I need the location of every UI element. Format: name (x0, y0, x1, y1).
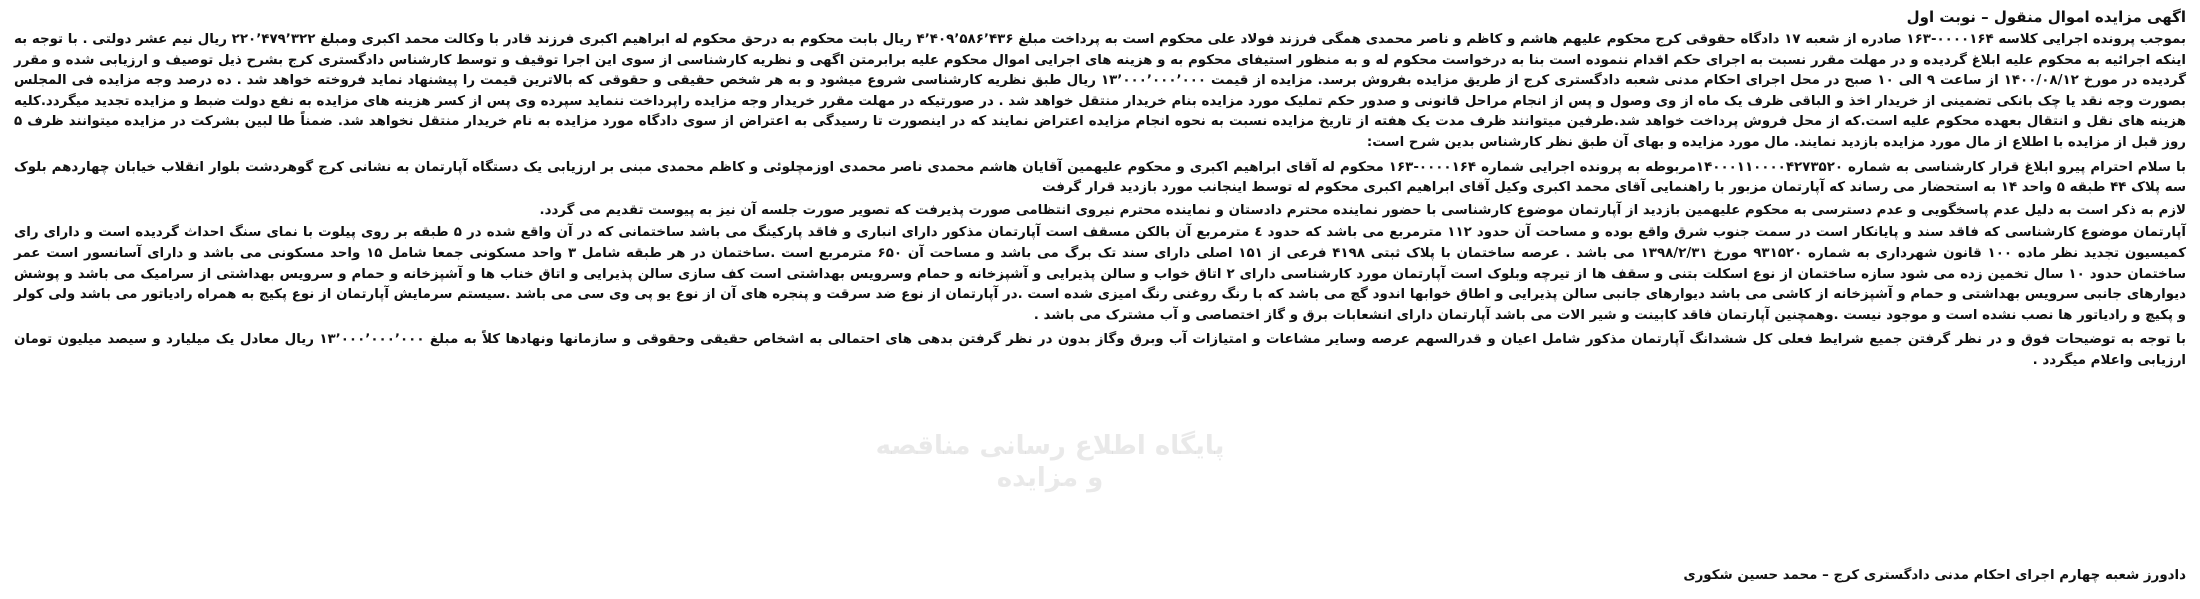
notice-paragraph-visit-note: لازم به ذکر است به دلیل عدم پاسخگویی و عدم دسترسی به محکوم علیهمین بازدید از آپارتمان موضوع کارشناسی با حضور نماینده محترم دادستان و نماینده محترم نیروی انتظامی صورت پذیرفت که تصویر صورت جلسه آن نیز به پیوست تقدیم می گردد. (539, 202, 2186, 218)
notice-paragraph-expert-assignment: با سلام احترام پیرو ابلاغ قرار کارشناسی به شماره ۱۴۰۰۰۱۱۰۰۰۰۴۲۷۳۵۲۰مربوطه به پرونده اجرایی شماره ۰۰۰۰۱۶۴-۱۶۳ محکوم له آقای ابراهیم اکبری و محکوم علیهمین آقایان هاشم محمدی ناصر محمدی اوزمچلوئی و کاظم محمدی مبنی بر ارزیابی یک دستگاه آپارتمان به نشانی کرج گوهردشت بلوار انقلاب خیابان چهاردهم بلوک سه پلاک ۴۴ طبقه ۵ واحد ۱۴ به استحضار می رساند که آپارتمان مزبور با راهنمایی آقای محمد اکبری وکیل آقای ابراهیم اکبری محکوم له توسط اینجانب مورد بازدید قرار گرفت (14, 159, 2187, 196)
notice-paragraph-valuation: با توجه به توضیحات فوق و در نظر گرفتن جمیع شرایط فعلی کل ششدانگ آپارتمان مذکور شامل اعیان و قدرالسهم عرصه وسایر مشاعات و امتیازات آب وبرق وگاز بدون در نظر گرفتن بدهی های احتمالی به اشخاص حقیقی وحقوقی و سازمانها ونهادها کلاً به مبلغ ۱۳٬۰۰۰٬۰۰۰٬۰۰۰ ریال معادل یک میلیارد و سیصد میلیون تومان ارزیابی واعلام میگردد . (14, 332, 2186, 368)
notice-paragraph-intro: بموجب پرونده اجرایی کلاسه ۰۰۰۰۱۶۴-۱۶۳ صادره از شعبه ۱۷ دادگاه حقوقی کرج محکوم علیهم هاشم و کاظم و ناصر محمدی همگی فرزند فولاد علی محکوم است به پرداخت مبلغ ۴٬۴۰۹٬۵۸۶٬۴۳۶ ریال بابت محکوم به درحق محکوم له ابراهیم اکبری فرزند قادر با وکالت محمد اکبری ومبلغ ۲۲۰٬۴۷۹٬۳۲۲ ریال نیم عشر دولتی . با توجه به اینکه اجرائیه به محکوم علیه ابلاغ گردیده و در مهلت مقرر نسبت به اجرای حکم اقدام ننموده است بنا به درخواست محکوم له و به منظور استیفای محکوم به و هزینه های اجرایی اموال محکوم علیه برابرمتن اگهی و نظریه کارشناسی از سوی این اجرا توقیف و توسط کارشناس دادگستری کرج بشرح ذیل توصیف و ارزیابی شده و مقرر گردیده در مورخ ۱۴۰۰/۰۸/۱۲ از ساعت ۹ الی ۱۰ صبح در محل اجرای احکام مدنی شعبه دادگستری کرج از طریق مزایده بفروش برسد. مزایده از قیمت ۱۳٬۰۰۰٬۰۰۰٬۰۰۰ ریال طبق نظریه کارشناسی شروع میشود و به هر شخص حقیقی و حقوقی که بالاترین قیمت را پیشنهاد نماید فروخته خواهد شد . ده درصد وجه مزایده فی المجلس بصورت وجه نقد یا چک بانکی تضمینی از خریدار اخذ و الباقی ظرف یک ماه از وی وصول و پس از انجام مراحل قانونی و صدور حکم تملیک مورد مزایده بنام خریدار منتقل خواهد شد . در صورتیکه در مهلت مقرر خریدار وجه مزایده راپرداخت ننماید سپرده وی پس از کسر هزینه های مزایده به نفع دولت ضبط و مزایده تجدید میگردد.کلیه هزینه های نقل و انتقال بعهده محکوم علیه است.که از محل فروش پرداخت خواهد شد.طرفین میتوانند ظرف مدت یک هفته از تاریخ مزایده نسبت به نحوه انجام مزایده اعتراض نمایند که در اینصورت تا رسیدگی به اعتراض از سوی دادگاه مورد مزایده به نام خریدار منتقل نخواهد شد. ضمناً طا لبین بشرکت در مزایده میتوانند ظرف ۵ روز قبل از مزایده با اطلاع از مال مورد مزایده بازدید نمایند. مال مورد مزایده و بهای آن طبق نظر کارشناس بدین شرح است: (14, 32, 2187, 150)
officer-signature: دادورز شعبه چهارم اجرای احکام مدنی دادگستری کرج – محمد حسین شکوری (1683, 568, 2186, 583)
notice-paragraph-property-description: آپارتمان موضوع کارشناسی که فاقد سند و پایانکار است در سمت جنوب شرق واقع بوده و مساحت آن حدود ۱۱۲ مترمربع می باشد که حدود ٤ مترمربع آن بالکن مسقف است آپارتمان مذکور دارای انباری و فاقد پارکینگ می باشد ساختمانی که در آن واقع شده در ۵ طبقه بر روی پیلوت با نمای سنگ احداث گردیده است و دارای رای کمیسیون تجدید نظر ماده ۱۰۰ قانون شهرداری به شماره ۹۳۱۵۲۰ مورخ ۱۳۹۸/۲/۳۱ می باشد . عرصه ساختمان با پلاک ثبتی ۴۱۹۸ فرعی از ۱۵۱ اصلی دارای سند تک برگ می باشد و مساحت آن ۶۵۰ مترمربع است .ساختمان در هر طبقه شامل ۳ واحد مسکونی جمعا شامل ۱۵ واحد مسکونی می باشد و دارای آسانسور است عمر ساختمان حدود ۱۰ سال تخمین زده می شود سازه ساختمان از نوع اسکلت بتنی و سقف ها از تیرچه وبلوک است آپارتمان مورد کارشناسی دارای ۲ اتاق خواب و سالن پذیرایی و آشپزخانه و حمام وسرویس بهداشتی است کف سازی سالن پذیرایی و اتاق خناب ها و آشپزخانه و حمام و سرویس بهداشتی از سرامیک می باشد و پوشش دیوارهای جانبی سرویس بهداشتی و حمام و آشپزخانه از کاشی می باشد دیوارهای جانبی سالن پذیرایی و اطاق خوابها اندود گچ می باشد که با رنگ روغنی رنگ امیزی شده است .در آپارتمان از نوع ضد سرقت و پنجره های آن از نوع یو پی وی سی می باشد .سیستم سرمایش آپارتمان از نوع پکیج به همراه رادیاتور می باشد ولی کولر و پکیچ و رادیاتور ها نصب نشده است و موجود نیست .وهمچنین آپارتمان فاقد کابینت و شیر الات می باشد آپارتمان دارای انشعابات برق و گاز اختصاصی و آب مشترک می باشد . (14, 225, 2186, 323)
notice-title: اگهی مزایده اموال منقول – نوبت اول (1906, 8, 2186, 26)
watermark-text: پایگاه اطلاع رسانی مناقصه و مزایده (875, 431, 1225, 493)
